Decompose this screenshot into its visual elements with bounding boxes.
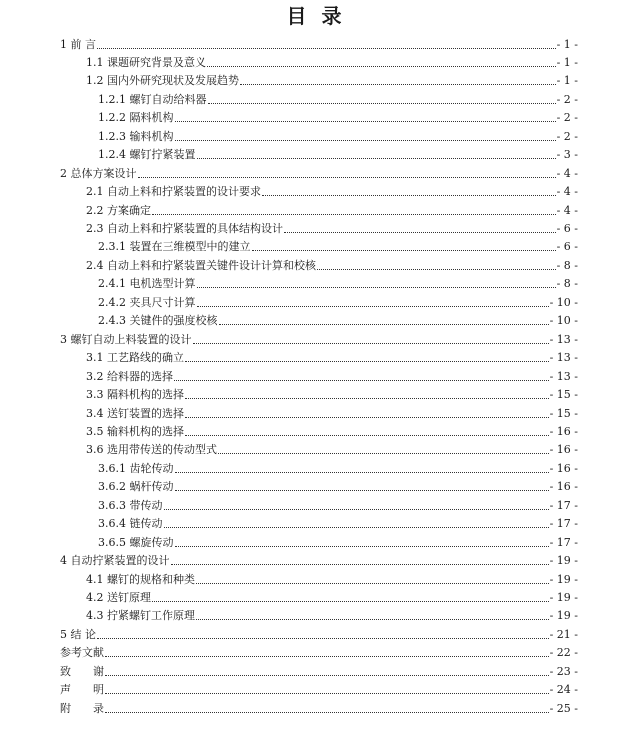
dot-leader [175,490,549,491]
dot-leader [105,712,549,713]
toc-entry-title: 3.6.2 蜗杆传动 [98,480,174,494]
toc-entry[interactable] [98,310,578,329]
toc-entry-page: - 16 - [549,480,578,494]
toc-entry[interactable] [86,181,578,200]
toc-entry-title: 声 明 [60,683,104,697]
toc-entry[interactable] [86,51,578,70]
dot-leader [175,472,549,473]
toc-entry-title: 1.2.2 隔料机构 [98,111,174,125]
dot-leader [196,583,549,584]
dot-leader [105,675,549,676]
toc-entry-title: 1.1 课题研究背景及意义 [86,55,206,69]
dot-leader [97,48,556,49]
toc-entry-page: - 2 - [556,92,578,106]
dot-leader [164,527,549,528]
toc-entry[interactable] [98,107,578,126]
toc-entry-title: 1.2 国内外研究现状及发展趋势 [86,74,239,88]
toc-entry-title: 4 自动拧紧装置的设计 [60,554,170,568]
toc-entry-title: 4.3 拧紧螺钉工作原理 [86,609,195,623]
toc-entry[interactable] [98,513,578,532]
dot-leader [252,250,556,251]
toc-entry-page: - 22 - [549,646,578,660]
toc-entry-page: - 15 - [549,406,578,420]
toc-entry-title: 致 谢 [60,664,104,678]
toc-entry-page: - 17 - [549,517,578,531]
toc-entry-title: 2.4.1 电机选型计算 [98,277,196,291]
toc-entry-page: - 24 - [549,683,578,697]
toc-entry[interactable] [98,125,578,144]
toc-entry-title: 4.1 螺钉的规格和种类 [86,572,195,586]
toc-entry[interactable] [98,144,578,163]
toc-entry-page: - 6 - [556,240,578,254]
toc-entry-page: - 10 - [549,295,578,309]
dot-leader [218,453,549,454]
dot-leader [175,121,556,122]
dot-leader [152,214,556,215]
toc-entry-page: - 13 - [549,369,578,383]
toc-entry-page: - 10 - [549,314,578,328]
dot-leader [174,380,549,381]
toc-entry[interactable] [60,642,578,661]
toc-entry[interactable] [98,531,578,550]
toc-entry-title: 3.4 送钉装置的选择 [86,406,184,420]
dot-leader [208,103,556,104]
toc-entry-page: - 16 - [549,443,578,457]
dot-leader [138,177,556,178]
toc-entry-title: 2.3.1 装置在三维模型中的建立 [98,240,251,254]
dot-leader [207,66,556,67]
toc-entry-title: 3.2 给料器的选择 [86,369,173,383]
toc-entry-page: - 3 - [556,148,578,162]
dot-leader [97,638,549,639]
toc-entry-page: - 13 - [549,351,578,365]
toc-entry[interactable] [98,273,578,292]
toc-entry[interactable] [60,550,578,569]
dot-leader [175,546,549,547]
toc-entry-title: 3 螺钉自动上料装置的设计 [60,332,192,346]
toc-entry[interactable] [86,384,578,403]
toc-entry-page: - 19 - [549,609,578,623]
toc-entry-title: 4.2 送钉原理 [86,591,151,604]
toc-entry-title: 3.6.3 带传动 [98,498,163,512]
toc-entry-title: 1 前 言 [60,37,96,51]
toc-entry[interactable] [60,623,578,642]
toc-entry-page: - 2 - [556,111,578,125]
toc-entry[interactable] [98,457,578,476]
toc-entry[interactable] [86,218,578,237]
toc-entry[interactable] [60,162,578,181]
toc-entry-title: 2.2 方案确定 [86,203,151,217]
dot-leader [185,361,549,362]
toc-entry-title: 2 总体方案设计 [60,166,137,180]
dot-leader [240,84,556,85]
toc-entry[interactable] [98,494,578,513]
dot-leader [185,417,549,418]
toc-entry[interactable] [86,402,578,421]
dot-leader [197,158,556,159]
toc-title: 目 录 [286,4,346,28]
toc-entry[interactable] [86,347,578,366]
toc-entry-page: - 21 - [549,627,578,641]
dot-leader [196,619,549,620]
toc-entry[interactable] [60,660,578,679]
dot-leader [197,287,556,288]
toc-entry-title: 3.3 隔料机构的选择 [86,388,184,402]
toc-entry[interactable] [86,439,578,458]
toc-entry[interactable] [98,236,578,255]
dot-leader [317,269,556,270]
toc-entry[interactable] [60,328,578,347]
toc-entry[interactable] [60,33,578,52]
toc-entry[interactable] [60,679,578,698]
toc-entry-title: 3.6.5 螺旋传动 [98,535,174,549]
toc-entry-page: - 15 - [549,388,578,402]
dot-leader [219,324,549,325]
toc-entry-title: 3.6.1 齿轮传动 [98,461,174,475]
toc-entry-title: 2.4.3 关键件的强度校核 [98,314,218,328]
toc-entry-page: - 1 - [556,74,578,88]
toc-entry[interactable] [86,420,578,439]
toc-entry-page: - 13 - [549,332,578,346]
toc-entry-title: 1.2.3 输料机构 [98,129,174,143]
dot-leader [262,195,556,196]
toc-entry[interactable] [86,70,578,89]
dot-leader [185,398,549,399]
dot-leader [164,509,549,510]
dot-leader [185,435,549,436]
toc-entry-page: - 17 - [549,535,578,549]
toc-entry[interactable] [98,476,578,495]
toc-entry-title: 2.4.2 夹具尺寸计算 [98,295,196,309]
toc-entry-page: - 8 - [556,277,578,291]
toc-entry-page: - 6 - [556,222,578,235]
toc-entry[interactable] [98,88,578,107]
dot-leader [197,306,549,307]
toc-entry-page: - 4 - [556,203,578,217]
toc-entry-page: - 19 - [549,554,578,568]
toc-entry-page: - 17 - [549,498,578,512]
toc-entry[interactable] [86,199,578,218]
toc-entry-title: 参考文献 [60,646,104,660]
toc-entry-title: 1.2.4 螺钉拧紧装置 [98,148,196,162]
toc-entry-page: - 1 - [556,55,578,69]
toc-entry-page: - 4 - [556,166,578,180]
dot-leader [193,343,549,344]
dot-leader [175,140,556,141]
toc-entry[interactable] [86,568,578,587]
toc-entry-title: 2.3 自动上料和拧紧装置的具体结构设计 [86,222,283,235]
dot-leader [105,656,549,657]
toc-entry-page: - 23 - [549,664,578,678]
toc-entry-page: - 16 - [549,461,578,475]
toc-entry[interactable] [86,254,578,273]
toc-entry-page: - 16 - [549,424,578,438]
toc-entry-title: 3.6 选用带传送的传动型式 [86,443,217,457]
toc-entry-page: - 25 - [549,701,578,715]
toc-entry-title: 3.6.4 链传动 [98,517,163,531]
toc-entry-title: 5 结 论 [60,627,96,641]
toc-entry-page: - 4 - [556,185,578,199]
toc-entry-page: - 19 - [549,591,578,604]
dot-leader [284,232,556,233]
toc-entry-title: 3.5 输料机构的选择 [86,424,184,438]
toc-entry[interactable] [86,587,578,606]
toc-entry-page: - 1 - [556,37,578,51]
dot-leader [105,693,549,694]
dot-leader [152,601,549,602]
toc-entry-title: 1.2.1 螺钉自动给料器 [98,92,207,106]
toc-entry[interactable] [86,365,578,384]
toc-entry-title: 3.1 工艺路线的确立 [86,351,184,365]
toc-entry-page: - 2 - [556,129,578,143]
toc-entry-title: 2.1 自动上料和拧紧装置的设计要求 [86,185,261,199]
toc-entry-page: - 19 - [549,572,578,586]
toc-entry-title: 2.4 自动上料和拧紧装置关键件设计计算和校核 [86,258,316,272]
toc-entry[interactable] [86,605,578,624]
toc-entry-page: - 8 - [556,258,578,272]
toc-entry[interactable] [60,697,578,716]
toc-entry[interactable] [98,291,578,310]
dot-leader [171,564,549,565]
toc-entry-title: 附 录 [60,701,104,715]
